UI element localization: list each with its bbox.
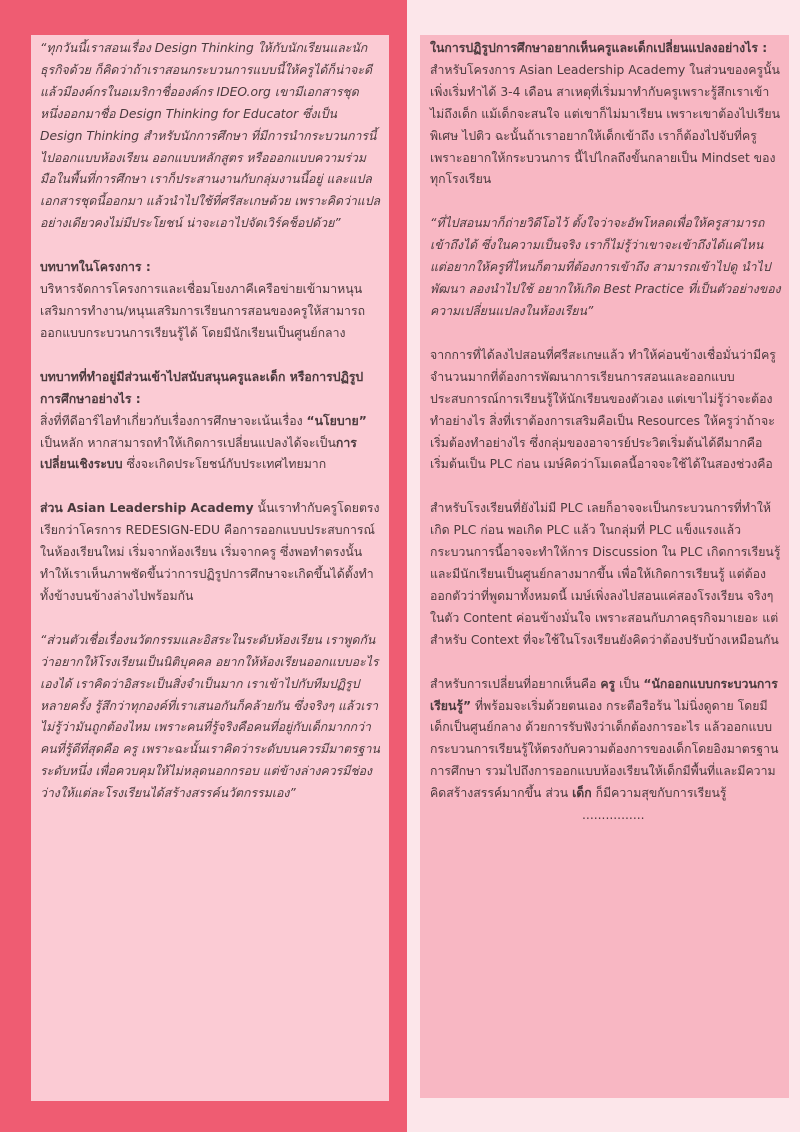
reform-text: สำหรับโครงการ Asian Leadership Academy ในส่วนของครูนั้นเพิ่งเริ่มทำได้ 3-4 เดือน สาเหตุที่เริ่มมาทำกับครูเพราะรู้สึกเราเข้าไม่ถึงเด็ก แม้เด็กจะสนใจ แต่เขาก็ไม่มาเรียน เพราะเขาต้องไปเรียนพิเศษ ไปติว ฉะนั้นถ้าเราอยากให้เด็กเข้าถึง เราก็ต้องไปจับที่ครู เพราะอยากให้กระบวนการ นี้ไปไกลถึงขั้นกลายเป็น Mindset ของทุกโรงเรียน (430, 62, 781, 187)
change-text-2: เป็น (615, 676, 644, 691)
support-bold-policy: “นโยบาย” (306, 413, 367, 428)
support-heading: บทบาทที่ทำอยู่มีส่วนเข้าไปสนับสนุนครูและเด็ก หรือการปฏิรูปการศึกษาอย่างไร : (40, 369, 364, 406)
quote-innovation: “ส่วนตัวเชื่อเรื่องนวัตกรรมและอิสระในระดับห้องเรียน เราพูดกันว่าอยากให้โรงเรียนเป็นนิติบุคคล อยากให้ห้องเรียนออกแบบอะไรเองได้ เราคิดว่าอิสระเป็นสิ่งจำเป็นมาก เราเข้าไปกับทีมปฏิรูปหลายครั้ง รู้สึกว่าทุกองค์ที่เราเสนอกันก็คล้ายกัน ซึ่งจริงๆ แล้วเราไม่รู้ว่ามันถูกต้องไหม เพราะคนที่รู้จริงคือคนที่อยู่กับเด็กมากกว่า คนที่รู้ดีที่สุดคือ ครู เพราะฉะนั้นเราคิดว่าระดับบนควรมีมาตรฐานระดับหนึ่ง เพื่อควบคุมให้ไม่หลุดนอกกรอบ แต่ข้างล่างควรมีช่องว่างให้แต่ละโรงเรียนได้สร้างสรรค์นวัตกรรมเอง” (40, 632, 380, 801)
reform-heading: ในการปฏิรูปการศึกษาอยากเห็นครูและเด็กเปลี่ยนแปลงอย่างไร : (430, 41, 768, 55)
support-paragraph (40, 411, 381, 477)
ala-bold: ส่วน Asian Leadership Academy (40, 501, 254, 516)
quote-video: “ที่ไปสอนมาก็ถ่ายวิดีโอไว้ ตั้งใจว่าจะอัพโหลดเพื่อให้ครูสามารถเข้าถึงได้ ซึ่งในความเป็นจริง เราก็ไม่รู้ว่าเขาจะเข้าถึงได้แค่ไหน แต่อยากให้ครูที่ไหนก็ตามที่ต้องการเข้าถึง สามารถเข้าไปดู นำไปพัฒนา ลองนำไปใช้ อยากให้เกิด Best Practice ที่เป็นตัวอย่างของความเปลี่ยนแปลงในห้องเรียน” (430, 216, 781, 318)
quote-design-thinking: “ทุกวันนี้เราสอนเรื่อง Design Thinking ให้กับนักเรียนและนักธุรกิจด้วย ก็คิดว่าถ้าเราสอนกระบวนการแบบนี้ให้ครูได้ก็น่าจะดี แล้วมีองค์กรในอเมริกาชื่อองค์กร IDEO.org เขามีเอกสารชุดหนึ่งออกมาชื่อ Design Thinking for Educator ซึ่งเป็น Design Thinking สำหรับนักการศึกษา ที่มีการนำกระบวนการนี้ไปออกแบบห้องเรียน ออกแบบหลักสูตร หรือออกแบบความร่วมมือในพื้นที่การศึกษา เราก็ประสานงานกับกลุ่มงานนี้อยู่ และแปลเอกสารชุดนี้ออกมา แล้วนำไปใช้ที่ศรีสะเกษด้วย เพราะคิดว่าแปลอย่างเดียวคงไม่มีประโยชน์ น่าจะเอาไปจัดเวิร์คช็อปด้วย” (40, 41, 381, 231)
support-text-3: ซึ่งจะเกิดประโยชน์กับประเทศไทยมาก (122, 457, 327, 472)
change-bold-designer: “นักออกแบบกระบวนการเรียนรู้” (430, 676, 778, 713)
ala-text: นั้นเราทำกับครูโดยตรง เรียกว่าโครการ REDESIGN-EDU คือการออกแบบประสบการณ์ในห้องเรียนใหม่ เริ่มจากห้องเรียน เริ่มจากครู ซึ่งพอทำตรงนั้นทำให้เราเห็นภาพชัดขึ้นว่าการปฏิรูปการศึกษาจะเกิดขึ้นได้ตั้งทำทั้งข้างบนข้างล่างไปพร้อมกัน (40, 501, 380, 603)
change-bold-teacher: ครู (600, 676, 616, 691)
change-text-1: สำหรับการเปลี่ยนที่อยากเห็นคือ (430, 676, 601, 691)
change-text-4: ก็มีความสุขกับการเรียนรู้ (591, 786, 727, 801)
support-text-1: สิ่งที่ทีดีอาร์ไอทำเกี่ยวกับเรื่องการศึกษาจะเน้นเรื่อง (40, 413, 307, 428)
change-text-3: ที่พร้อมจะเริ่มด้วยตนเอง กระตือรือร้น ไม่นิ่งดูดาย โดยมีเด็กเป็นศูนย์กลาง ด้วยการรับฟังว่าเด็กต้องการอะไร แล้วออกแบบกระบวนการเรียนรู้ให้ตรงกับความต้องการของเด็กโดยอิงมาตรฐานการศึกษา รวมไปถึงการออกแบบห้องเรียนให้เด็กมีพื้นที่และมีความคิดสร้างสรรค์มากขึ้น ส่วน (430, 698, 779, 801)
left-column (31, 35, 389, 1101)
change-paragraph (430, 674, 781, 805)
change-bold-student: เด็ก (572, 786, 592, 801)
support-bold-system-change: การเปลี่ยนเชิงระบบ (40, 435, 357, 472)
role-text: บริหารจัดการโครงการและเชื่อมโยงภาคีเครือข่ายเข้ามาหนุนเสริมการทำงาน/หนุนเสริมการเรียนการสอนของครูให้สามารถออกแบบกระบวนการเรียนรู้ได้ โดยมีนักเรียนเป็นศูนย์กลาง (40, 282, 366, 340)
support-text-2: เป็นหลัก หากสามารถทำให้เกิดการเปลี่ยนแปลงได้จะเป็น (40, 435, 336, 450)
role-heading: บทบาทในโครงการ : (40, 260, 151, 275)
continuation-dots: ................ (582, 808, 645, 823)
right-column (420, 35, 789, 1098)
ala-paragraph (40, 498, 381, 608)
plc-paragraph: สำหรับโรงเรียนที่ยังไม่มี PLC เลยก็อาจจะเป็นกระบวนการที่ทำให้เกิด PLC ก่อน พอเกิด PLC แล้ว ในกลุ่มที่ PLC แข็งแรงแล้ว กระบวนการนี้อาจจะทำให้การ Discussion ใน PLC เกิดการเรียนรู้และมีนักเรียนเป็นศูนย์กลางมากขึ้น เพื่อให้เกิดการเรียนรู้ แต่ต้องออกตัวว่าที่พูดมาทั้งหมดนี้ เมษ์เพิ่งลงไปสอนแค่สองโรงเรียน จริงๆ ในตัว Content ค่อนข้างมั่นใจ เพราะสอนกับภาคธุรกิจมาเยอะ แต่สำหรับ Context ที่จะใช้ในโรงเรียนยังคิดว่าต้องปรับบ้างเหมือนกัน (430, 501, 781, 647)
sisaket-paragraph: จากการที่ได้ลงไปสอนที่ศรีสะเกษแล้ว ทำให้ค่อนข้างเชื่อมั่นว่ามีครูจำนวนมากที่ต้องการพัฒนาการเรียนการสอนและออกแบบประสบการณ์การเรียนรู้ให้นักเรียนของตัวเอง แต่เขาไม่รู้ว่าจะต้องทำอย่างไร สิ่งที่เราต้องการเสริมคือเป็น Resources ให้ครูว่าถ้าจะเริ่มต้องทำอย่างไร ซึ่งกลุ่มของอาจารย์ประวิตเริ่มต้นได้ดีมากคือ เริ่มต้นเป็น PLC ก่อน เมษ์คิดว่าโมเดลนี้อาจจะใช้ได้ในสองช่วงคือ (430, 347, 776, 472)
